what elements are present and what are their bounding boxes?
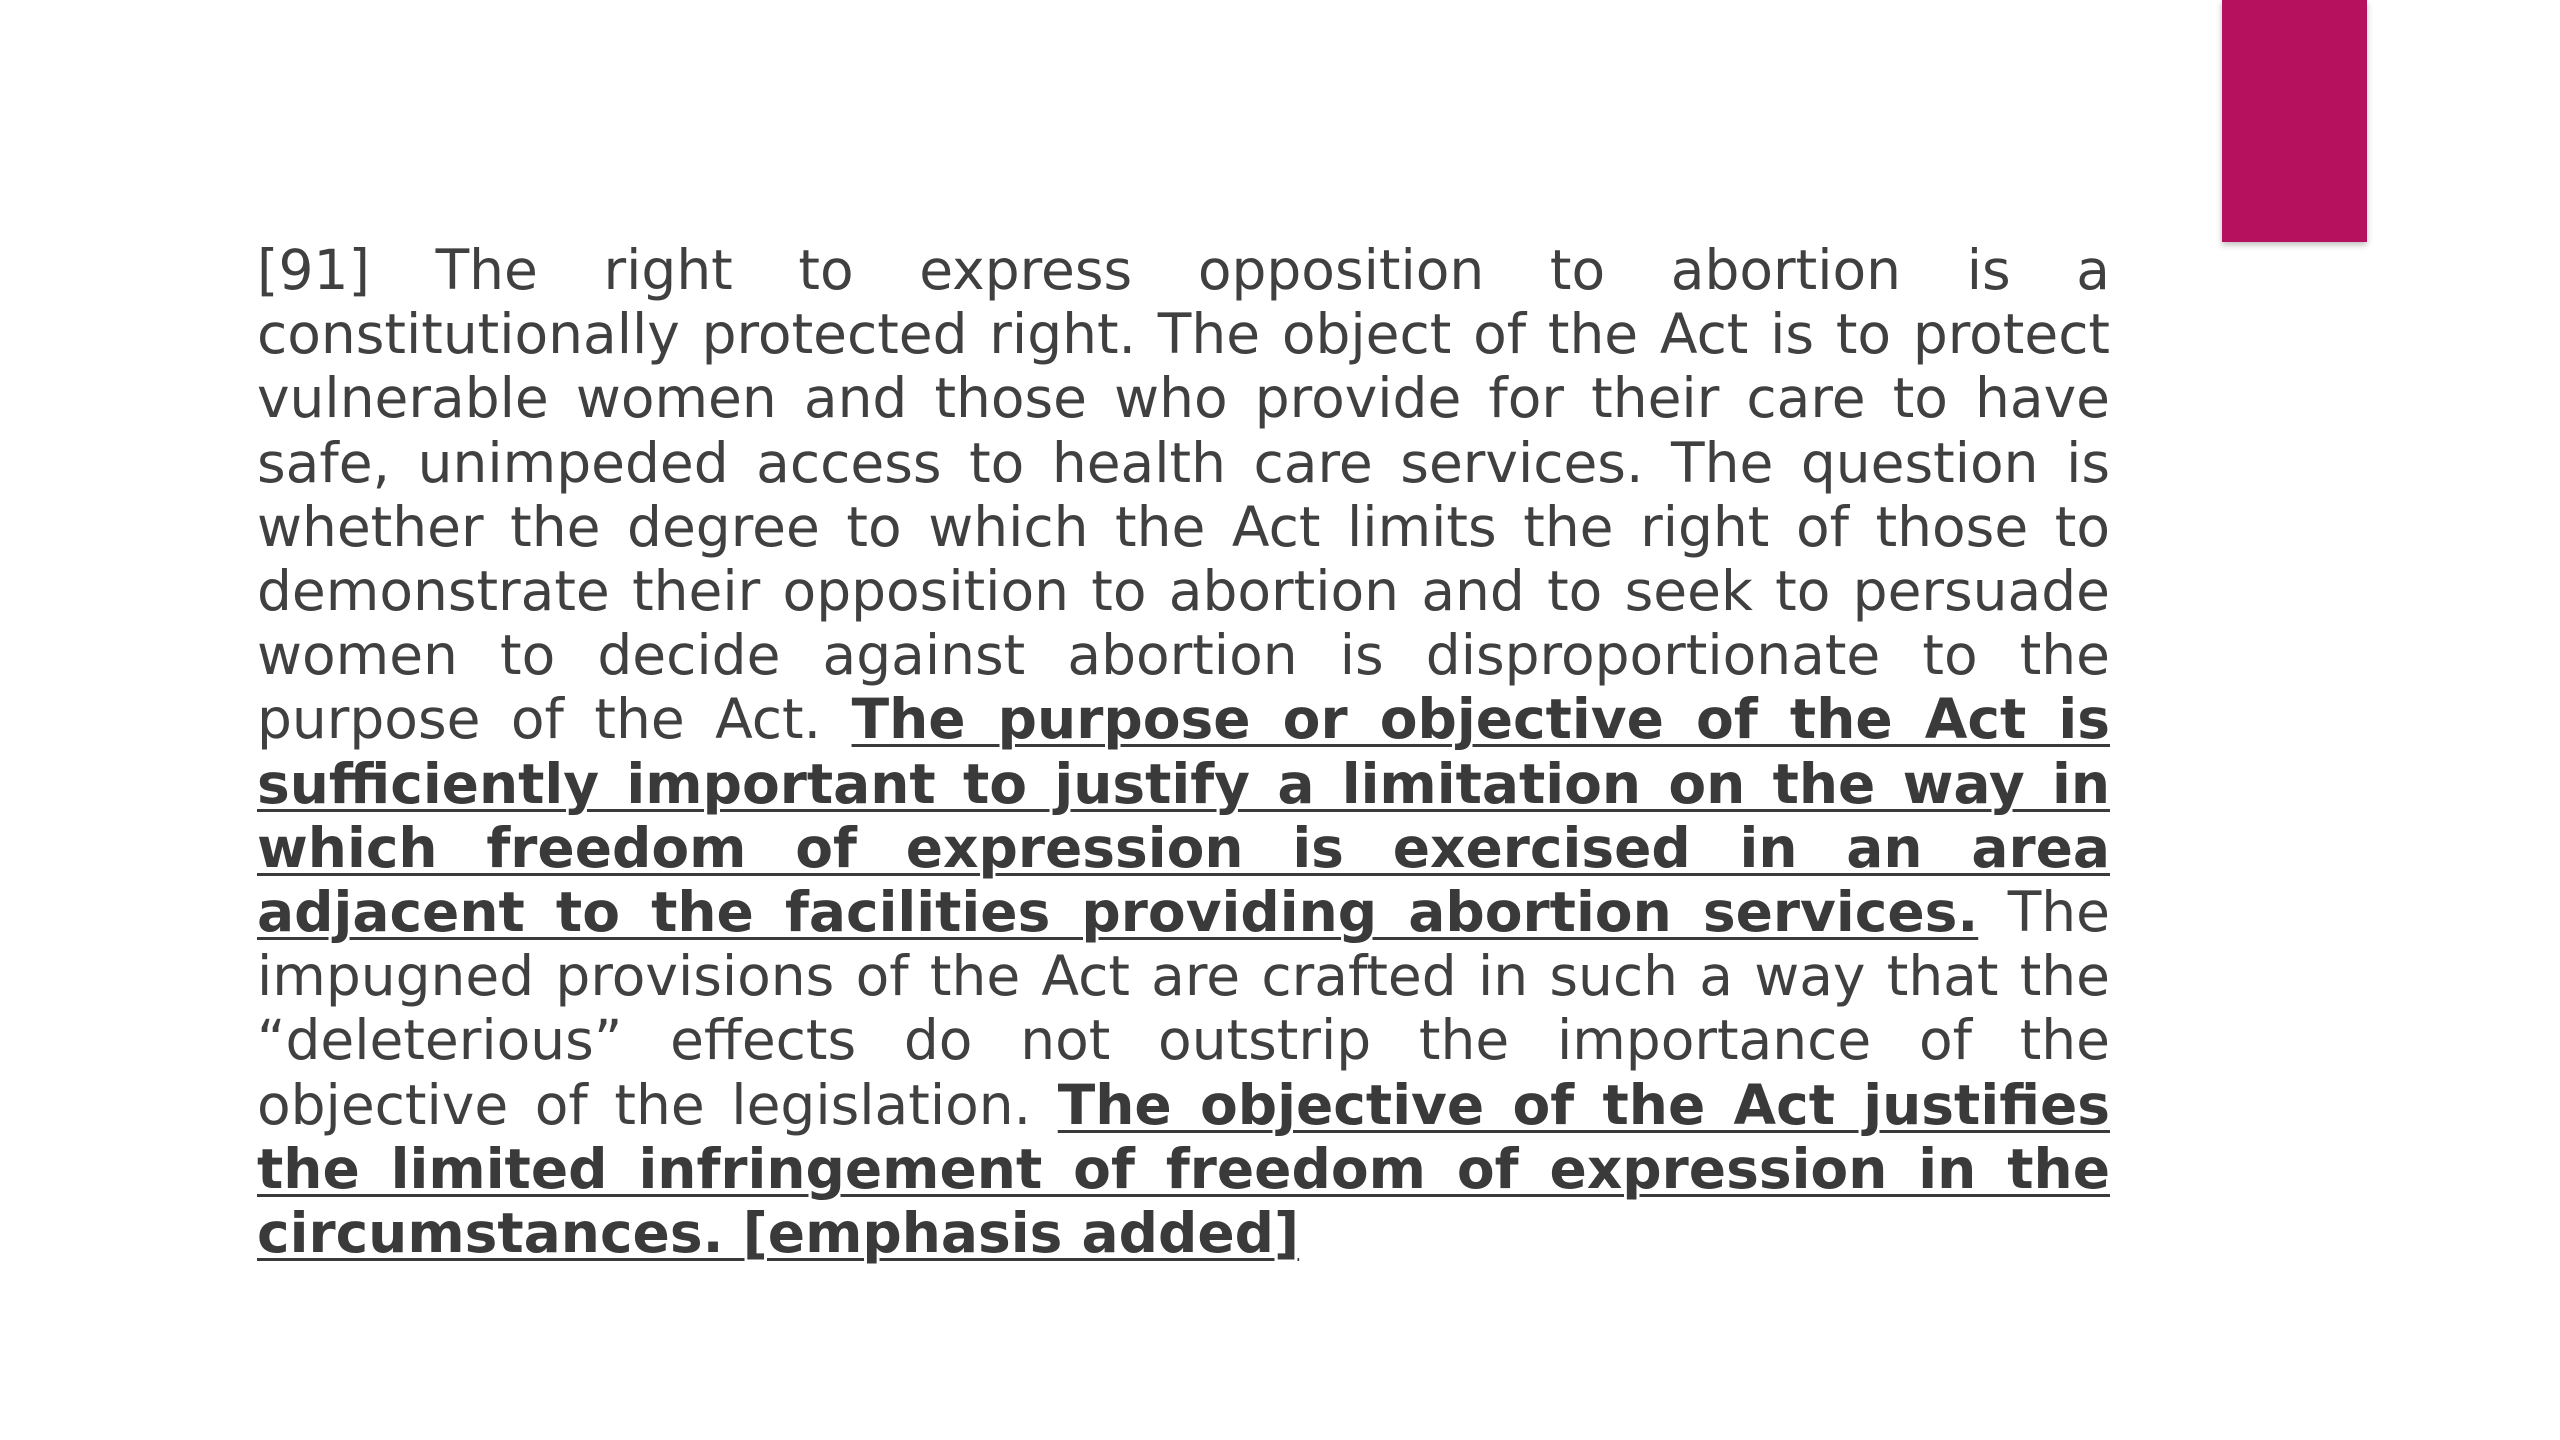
- quoted-paragraph: [257, 238, 2110, 1265]
- quote-segment-emphasized: The purpose or objective of the Act is sufficiently important to justify a limitation on the way in which freedom of expression is exercised in an area adjacent to the facilities providing abortion services.: [257, 687, 2110, 945]
- quote-segment-plain: [91] The right to express opposition to abortion is a constitutionally protected right. The object of the Act is to protect vulnerable women and those who provide for their care to have safe, unimpeded access to health care services. The question is whether the degree to which the Act limits the right of those to demonstrate their opposition to abortion and to seek to persuade women to decide against abortion is disproportionate to the purpose of the Act.: [257, 238, 2110, 752]
- quote-segment-emphasized: The objective of the Act justifies the limited infringement of freedom of expression in the circumstances. [emphasis added]: [257, 1072, 2110, 1266]
- quote-segment-plain: The impugned provisions of the Act are crafted in such a way that the “deleterious” effects do not outstrip the importance of the objective of the legislation.: [257, 880, 2110, 1137]
- accent-tab-decoration: [2222, 0, 2367, 242]
